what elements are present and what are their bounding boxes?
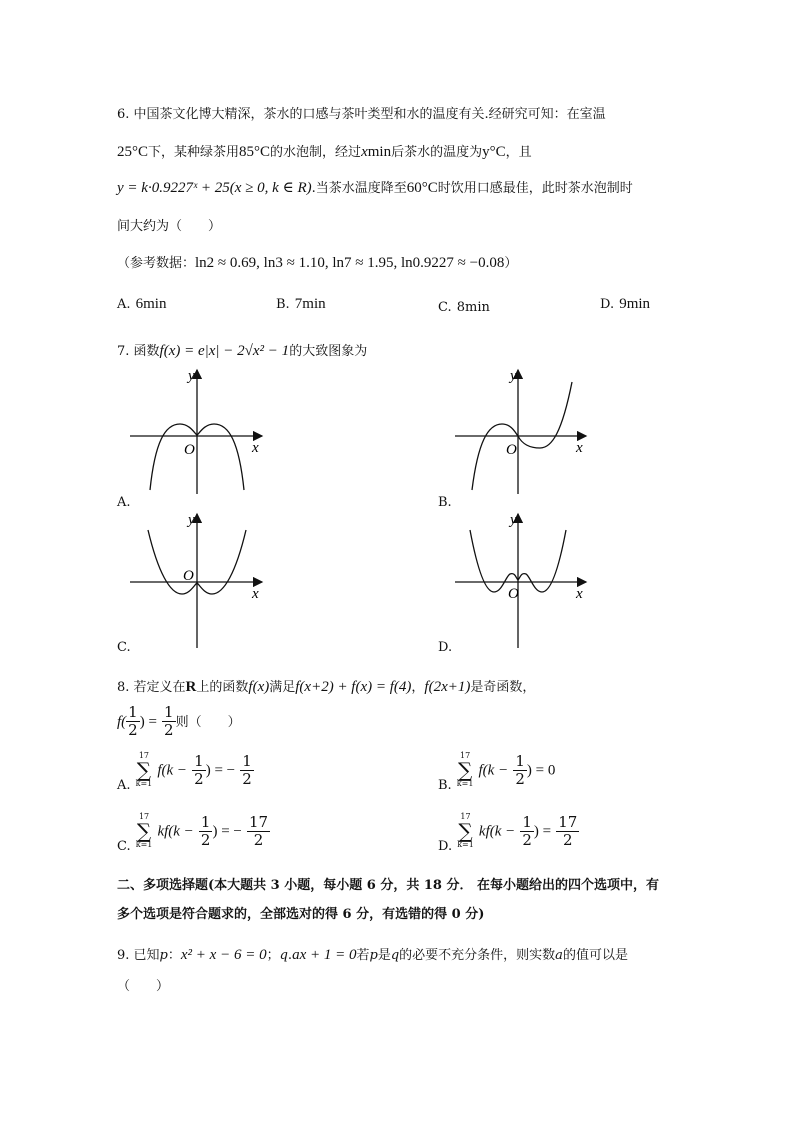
q6-line1: 6. 中国茶文化博大精深，茶水的口感与茶叶类型和水的温度有关.经研究可知：在室温 [117,107,606,122]
q9-answer-blank: （ ） [117,979,170,994]
q6-line3 [117,177,633,197]
q9-text: ； [266,948,280,963]
option-value: 8min [456,300,490,315]
q6-ref-label: （参考数据： [117,256,196,271]
option-letter: C. [438,300,452,315]
option-letter: B. [276,297,290,312]
option-letter: D. [438,838,453,854]
q9-p: p [159,948,168,963]
num: 1 [128,703,138,721]
q8-option-b[interactable] [438,751,556,793]
q9-eq1: x² + x − 6 = 0 [180,947,267,963]
q8-odd-func: f(2x+1) [424,679,471,695]
rhs-frac [247,812,270,849]
q7-function: f(x) = e|x| − 2√x² − 1 [159,343,290,359]
num: 1 [522,812,532,831]
sum-top: 17 [138,812,150,821]
q8-option-d[interactable] [438,812,579,854]
den: 2 [200,830,211,849]
expr: f(k − [157,762,188,779]
graph-c[interactable] [130,514,262,648]
q6-unit-min: min [367,144,392,160]
q6-water-temp: 85°C [239,144,271,160]
rhs-frac [240,751,254,788]
graph-a[interactable] [130,370,262,494]
q6-room-temp: 25°C [117,144,149,160]
sum-sign [136,813,153,849]
q9-text: 的必要不充分条件，则实数 [399,948,556,963]
q6-line4: 间大约为（ ） [117,219,222,234]
q8-text: 8. 若定义在 [117,680,186,695]
expr: kf(k − [478,823,516,840]
q6-ref-values: ln2 ≈ 0.69, ln3 ≈ 1.10, ln7 ≈ 1.95, ln0.9227 ≈ −0.08 [195,255,505,271]
sum-bottom: k=1 [135,779,153,788]
label-x-d: x [576,586,583,602]
num: 1 [515,751,525,770]
sigma: ∑ [136,758,152,782]
label-y-d: y [510,512,517,528]
option-value: 9min [619,296,651,312]
q6-text: 的水泡制，经过 [270,145,362,160]
label-origin-b: O [506,442,517,458]
option-letter: A. [117,777,131,793]
den: 2 [164,721,174,739]
q7-option-c-label[interactable]: C. [117,640,131,655]
q8-stem [117,676,535,696]
q8-real-set: R [185,679,197,695]
q9-p: p [369,948,378,963]
q7-text: 7. 函数 [117,344,160,359]
den: 2 [522,830,532,849]
den: 2 [242,769,252,788]
graph-d[interactable] [455,514,586,648]
q6-text: 下，某种绿茶用 [148,145,240,160]
sum-top: 17 [460,751,471,760]
q6-best-temp: 60°C [406,180,438,196]
q6-option-a[interactable] [117,293,166,313]
num: 1 [164,703,174,721]
q8-f: f(x) [248,679,270,695]
q6-text: 后茶水的温度为 [391,145,483,160]
expr: kf(k − [157,823,194,840]
num: 17 [248,812,269,831]
num: 1 [242,751,252,770]
sum-bottom: k=1 [135,840,153,849]
label-origin-d: O [508,586,519,602]
q6-text: .当茶水温度降至 [311,181,407,196]
option-letter: C. [117,838,131,854]
q6-model-formula: y = k·0.9227ˣ + 25(x ≥ 0, k ∈ R) [117,180,312,196]
rhs: ) = − [212,823,242,840]
cond-value [162,705,176,738]
inner-frac [513,751,527,788]
cond-eq: ) = [139,714,157,730]
den: 2 [253,830,264,849]
q9-text: ： [167,948,181,963]
rhs: ) = [533,823,552,840]
expr: f(k − [478,762,509,779]
inner-frac [192,751,206,788]
option-letter: A. [117,297,131,312]
section2-heading-line1: 二、多项选择题(本大题共 3 小题，每小题 6 分，共 18 分． 在每小题给出的四个选项中，有 [117,878,660,893]
graph-b[interactable] [455,370,586,494]
q8-condition [117,705,241,738]
q7-option-b-label[interactable]: B. [438,495,452,510]
q9-text: 是 [377,948,391,963]
den: 2 [563,830,573,849]
sigma: ∑ [457,758,473,782]
q8-option-a[interactable] [117,751,254,793]
cond-f: f( [117,714,127,730]
option-value: 7min [294,296,326,312]
sum-top: 17 [138,751,150,760]
q9-a: a [555,948,563,963]
q7-option-a-label[interactable]: A. [117,495,131,510]
q9-text: 若 [356,948,370,963]
label-x-b: x [576,440,583,456]
inner-frac [520,812,534,849]
label-x-c: x [252,586,259,602]
num: 17 [558,812,578,831]
q8-text: 满足 [269,680,296,695]
q7-option-d-label[interactable]: D. [438,640,453,655]
rhs-frac [556,812,579,849]
sigma: ∑ [458,819,473,843]
label-y-b: y [510,368,517,384]
label-y-a: y [188,368,195,384]
q7-graphs [110,362,630,662]
q6-option-d[interactable] [600,293,650,313]
num: 1 [194,751,204,770]
sum-sign [457,813,474,849]
sum-sign [136,752,153,788]
q6-ref-close: ） [504,256,518,271]
den: 2 [194,769,204,788]
q6-option-c[interactable] [438,296,490,315]
q9-stem [117,944,628,964]
q9-text: 的值可以是 [562,948,628,963]
sigma: ∑ [136,819,152,843]
q9-eq2: ax + 1 = 0 [292,947,357,963]
label-x-a: x [252,440,259,456]
label-y-c: y [188,512,195,528]
cond-half [126,705,140,738]
q9-q: q [390,948,400,963]
section2-heading-line2: 多个选项是符合题求的，全部选对的得 6 分，有选错的得 0 分) [117,907,485,922]
sum-top: 17 [460,812,471,821]
q6-line2 [117,141,532,161]
q7-text: 的大致图象为 [289,344,368,359]
q7-stem [117,340,367,360]
rhs: ) = 0 [526,762,556,779]
q6-option-b[interactable] [276,293,326,313]
q8-equation: f(x+2) + f(x) = f(4) [295,679,412,695]
den: 2 [128,721,138,739]
option-letter: B. [438,777,452,793]
q8-text: 上的函数 [196,680,249,695]
q9-text: . [287,948,293,963]
den: 2 [515,769,525,788]
q9-text: 9. 已知 [117,948,160,963]
sum-bottom: k=1 [457,840,474,849]
num: 1 [200,812,211,831]
q9-q: q [279,948,288,963]
cond-then: 则（ ） [175,715,241,730]
sum-sign [457,752,474,788]
q6-var-x: x [361,144,368,160]
q6-text: 时饮用口感最佳，此时茶水泡制时 [437,181,633,196]
q6-reference [117,252,517,272]
label-origin-c: O [183,568,194,584]
option-letter: D. [600,297,615,312]
q8-text: ， [411,680,425,695]
rhs: ) = − [205,762,236,779]
q6-tea-temp: y°C [482,144,506,160]
label-origin-a: O [184,442,195,458]
q8-text: 是奇函数， [470,680,536,695]
q8-option-c[interactable] [117,812,270,854]
sum-bottom: k=1 [456,779,474,788]
option-value: 6min [135,296,167,312]
q6-text: ，且 [505,145,532,160]
inner-frac [199,812,213,849]
